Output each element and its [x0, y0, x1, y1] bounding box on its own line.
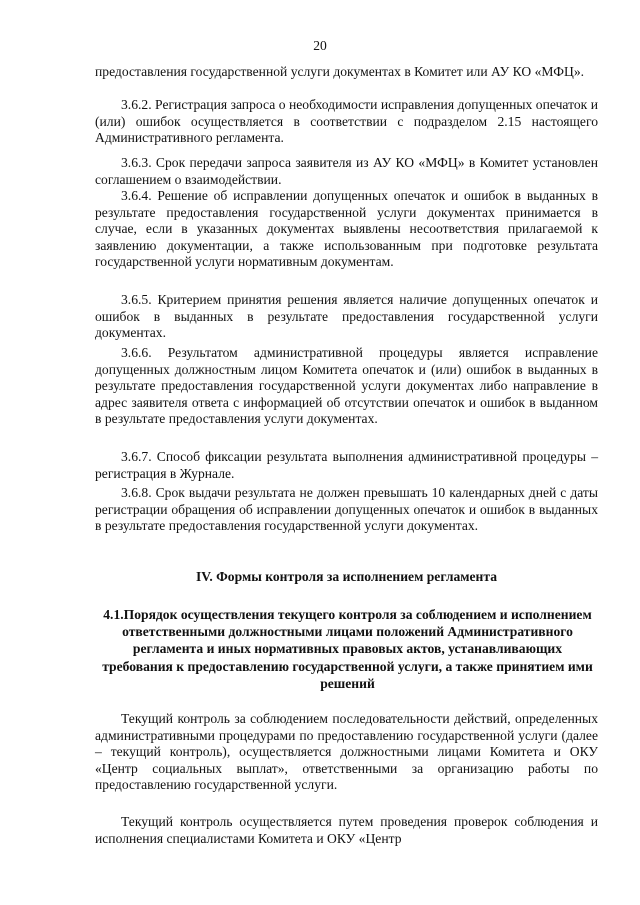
section-heading: IV. Формы контроля за исполнением регламента — [195, 569, 498, 584]
paragraph-continuation: предоставления государственной услуги документах в Комитет или АУ КО «МФЦ». — [95, 64, 585, 79]
paragraph-3-6-3: 3.6.3. Срок передачи запроса заявителя из АУ КО «МФЦ» в Комитет установлен соглашением о взаимодействии. — [95, 155, 598, 187]
paragraph-current-control: Текущий контроль за соблюдением последовательности действий, определенных административными процедурами по предоставлению государственной услуги (далее – текущий контроль), осуществляется должностными лицами Комитета и ОКУ «Центр социальных выплат», ответственными за организацию работы по предоставлению государственной услуги. — [95, 711, 598, 792]
paragraph-3-6-5: 3.6.5. Критерием принятия решения является наличие допущенных опечаток и ошибок в выданных в результате предоставления государственной услуги документах. — [95, 292, 598, 340]
paragraph-3-6-7: 3.6.7. Способ фиксации результата выполнения административной процедуры – регистрация в Журнале. — [95, 449, 598, 481]
paragraph-current-control-method: Текущий контроль осуществляется путем проведения проверок соблюдения и исполнения специалистами Комитета и ОКУ «Центр — [95, 814, 598, 846]
page-number: 20 — [313, 38, 327, 53]
paragraph-3-6-2: 3.6.2. Регистрация запроса о необходимости исправления допущенных опечаток и (или) ошибок осуществляется в соответствии с подразделом 2.15 настоящего Административного регламента. — [95, 97, 598, 145]
paragraph-3-6-8: 3.6.8. Срок выдачи результата не должен превышать 10 календарных дней с даты регистрации обращения об исправлении допущенных опечаток и ошибок в выданных в результате предоставления государственной услуги документах. — [95, 485, 598, 533]
subsection-heading: 4.1.Порядок осуществления текущего контроля за соблюдением и исполнением ответственными должностными лицами положений Административного регламента и иных нормативных правовых актов, устанавливающих требования к предоставлению государственной услуги, а также принятием ими решений — [102, 607, 593, 691]
paragraph-3-6-4: 3.6.4. Решение об исправлении допущенных опечаток и ошибок в выданных в результате предоставления государственной услуги документах принимается в случае, если в указанных документах выявлены несоответствия прилагаемой к заявлению документации, а также использованным при подготовке результата государственной услуги нормативным документам. — [95, 188, 598, 269]
paragraph-3-6-6: 3.6.6. Результатом административной процедуры является исправление допущенных должностным лицом Комитета опечаток и (или) ошибок в выданных в результате предоставления государственной услуги документах либо направление в адрес заявителя ответа с информацией об отсутствии опечаток и ошибок в выданном в результате предоставления услуги документах. — [95, 345, 598, 426]
